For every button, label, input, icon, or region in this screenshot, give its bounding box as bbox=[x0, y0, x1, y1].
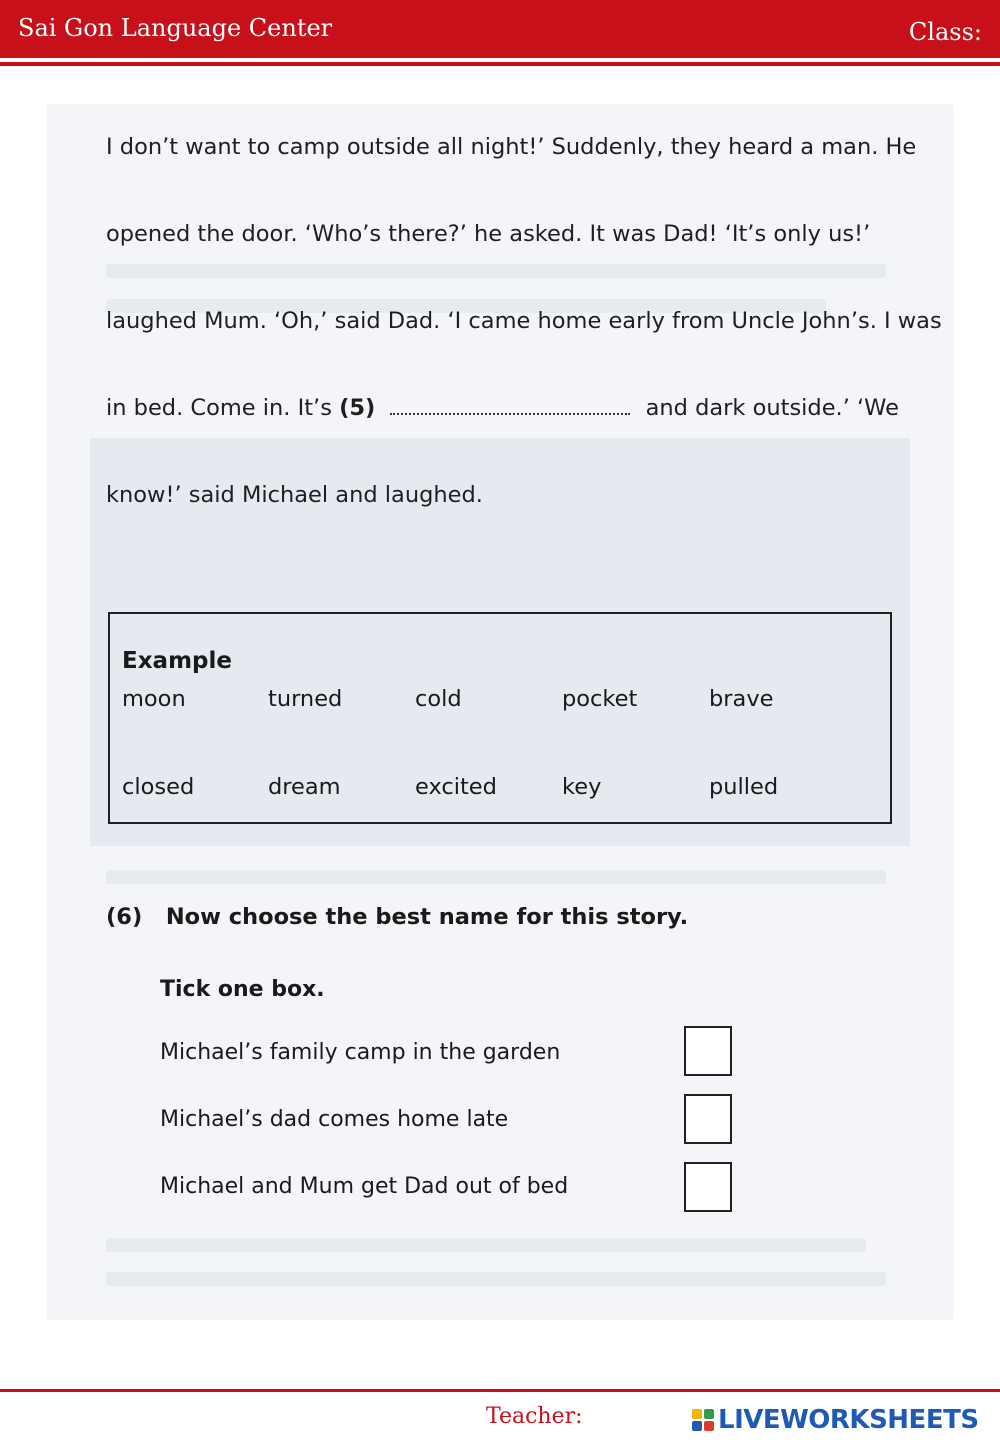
story-line-4-start: in bed. Come in. It’s bbox=[106, 395, 332, 421]
logo-icon bbox=[692, 1409, 714, 1431]
faded-bleed-through-text bbox=[106, 1238, 866, 1252]
word-bank-item: dream bbox=[268, 774, 341, 800]
word-bank-item: pocket bbox=[562, 686, 638, 712]
story-line-2: opened the door. ‘Who’s there?’ he asked. It was Dad! ‘It’s only us!’ bbox=[106, 221, 871, 247]
word-bank-item: closed bbox=[122, 774, 195, 800]
option-label-1: Michael’s family camp in the garden bbox=[160, 1040, 561, 1065]
story-line-1: I don’t want to camp outside all night!’ Suddenly, they heard a man. He bbox=[106, 134, 917, 160]
word-bank-item: brave bbox=[709, 686, 774, 712]
faded-bleed-through-text bbox=[106, 870, 886, 884]
tick-box-1[interactable] bbox=[684, 1026, 732, 1076]
word-bank-item: moon bbox=[122, 686, 186, 712]
header-bar bbox=[0, 0, 1000, 58]
liveworksheets-logo[interactable] bbox=[692, 1404, 979, 1436]
worksheet-page bbox=[46, 104, 954, 1320]
faded-bleed-through-text bbox=[106, 1272, 886, 1286]
word-bank-item: pulled bbox=[709, 774, 779, 800]
header-divider bbox=[0, 62, 1000, 66]
question-number: (6) bbox=[106, 904, 143, 930]
class-label: Class: bbox=[908, 18, 982, 46]
center-name: Sai Gon Language Center bbox=[18, 14, 333, 42]
story-line-4 bbox=[106, 395, 899, 421]
faded-bleed-through-text bbox=[106, 264, 886, 278]
option-label-2: Michael’s dad comes home late bbox=[160, 1107, 509, 1132]
word-bank-item: turned bbox=[268, 686, 343, 712]
story-line-3: laughed Mum. ‘Oh,’ said Dad. ‘I came home early from Uncle John’s. I was bbox=[106, 308, 942, 334]
question-text: Now choose the best name for this story. bbox=[165, 904, 689, 930]
answer-blank-5[interactable] bbox=[390, 395, 630, 415]
logo-text: LIVEWORKSHEETS bbox=[718, 1405, 979, 1435]
word-bank-item: key bbox=[562, 774, 602, 800]
story-line-4-end: and dark outside.’ ‘We bbox=[645, 395, 899, 421]
gap-number-5: (5) bbox=[339, 395, 376, 421]
example-label: Example bbox=[122, 648, 232, 674]
tick-instruction: Tick one box. bbox=[160, 977, 325, 1002]
word-bank-box bbox=[108, 612, 892, 824]
option-label-3: Michael and Mum get Dad out of bed bbox=[160, 1174, 569, 1199]
footer-divider bbox=[0, 1389, 1000, 1392]
word-bank-item: excited bbox=[415, 774, 497, 800]
word-bank-item: cold bbox=[415, 686, 462, 712]
story-line-5: know!’ said Michael and laughed. bbox=[106, 482, 483, 508]
teacher-label: Teacher: bbox=[486, 1404, 583, 1429]
question-6 bbox=[106, 904, 688, 930]
tick-box-3[interactable] bbox=[684, 1162, 732, 1212]
tick-box-2[interactable] bbox=[684, 1094, 732, 1144]
